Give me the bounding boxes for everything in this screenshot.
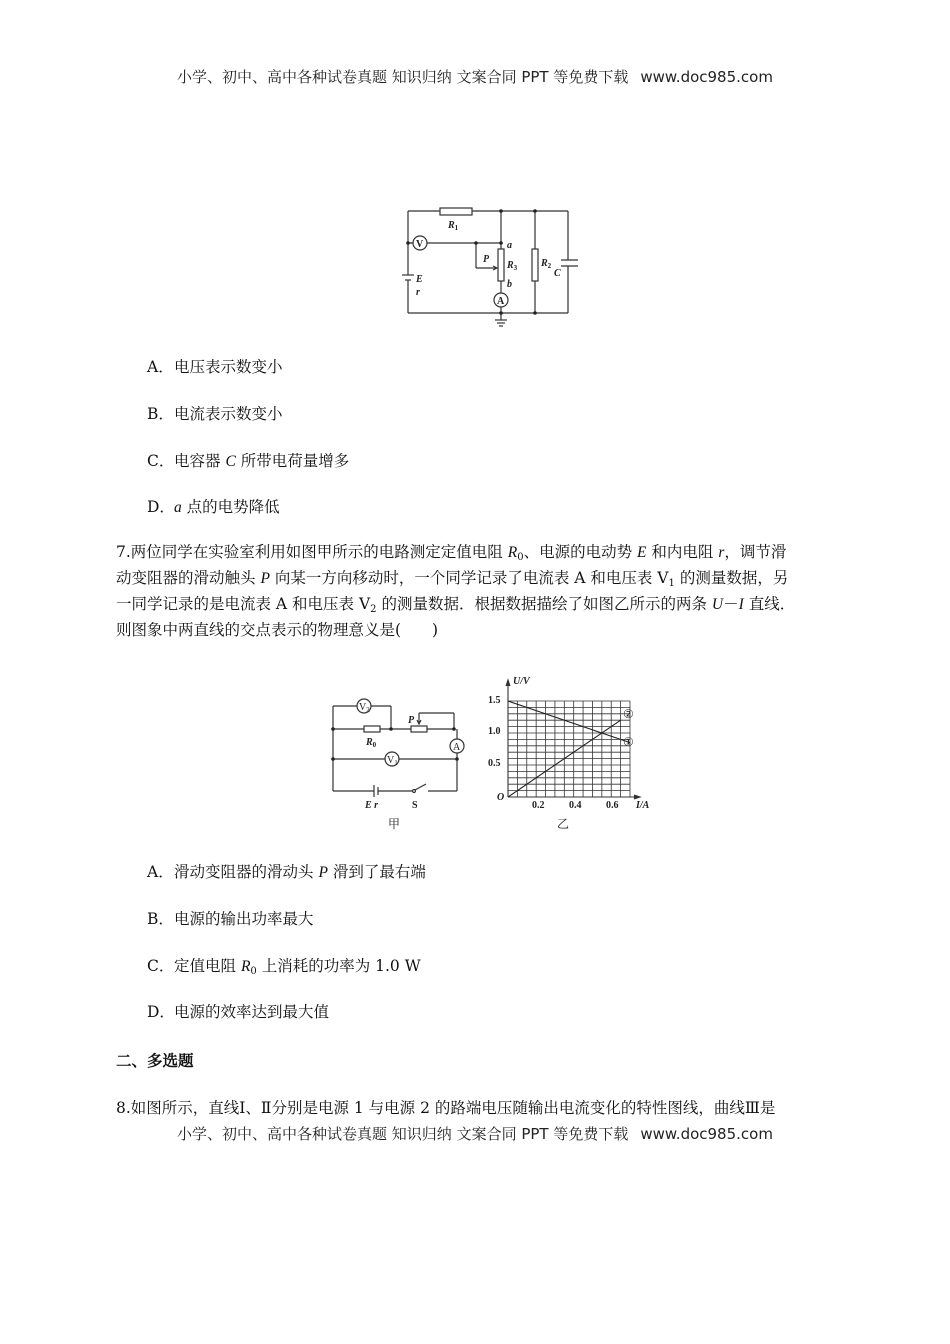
option-text: 定值电阻 — [174, 957, 241, 975]
option-var: P — [318, 864, 328, 881]
option-label: D． — [147, 1003, 175, 1021]
option-text: 电流表示数变小 — [174, 405, 283, 423]
x-tick: 0.4 — [569, 800, 582, 811]
label-r3: $R_3$ — [507, 260, 518, 272]
y-tick: 1.0 — [488, 726, 501, 737]
option-var: C — [225, 453, 236, 470]
label-s: S — [412, 800, 418, 811]
q6-option-d[interactable] — [147, 495, 280, 517]
label-v2: $V_2$ — [359, 702, 370, 714]
label-p: P — [408, 715, 415, 726]
label-e-r: E r — [365, 800, 379, 811]
q8-stem — [116, 1095, 836, 1121]
q6-option-a[interactable] — [147, 355, 283, 377]
option-label: C． — [147, 452, 175, 470]
legend-series-1: ① — [623, 735, 634, 749]
q6-option-c[interactable] — [147, 449, 349, 471]
option-text: 所带电荷量增多 — [235, 452, 350, 470]
q7-option-a[interactable] — [147, 860, 426, 882]
footer-banner — [0, 1123, 950, 1144]
option-text: 滑到了最右端 — [327, 863, 426, 881]
label-r2: $R_2$ — [541, 258, 552, 270]
footer-banner-text: 小学、初中、高中各种试卷真题 知识归纳 文案合同 PPT 等免费下载 — [177, 1125, 629, 1143]
x-axis-label: I/A — [636, 800, 650, 811]
option-text: 电容器 — [174, 452, 226, 470]
option-text: 电源的输出功率最大 — [174, 910, 314, 928]
q7-line-2: 动变阻器的滑动触头 P 向某一方向移动时，一个同学记录了电流表 A 和电压表 $V_1$ 的测量数据，另 — [116, 569, 789, 589]
label-c: C — [554, 268, 561, 279]
option-var: R — [240, 958, 251, 975]
option-text: 点的电势降低 — [181, 498, 280, 516]
header-banner — [0, 66, 950, 87]
option-label: B． — [147, 910, 174, 928]
option-var: a — [174, 499, 182, 516]
q7-line-4: 则图象中两直线的交点表示的物理意义是( ) — [116, 621, 439, 639]
y-tick: 1.5 — [488, 695, 501, 706]
label-r0: $R_0$ — [366, 737, 377, 749]
y-axis-label: U/V — [513, 676, 530, 687]
q7-stem — [116, 539, 836, 643]
ammeter-label: A — [497, 296, 505, 307]
footer-banner-url[interactable]: www.doc985.com — [640, 1125, 773, 1143]
q7-option-b[interactable] — [147, 907, 314, 929]
label-p: P — [483, 254, 490, 265]
q7-line-1: 7.两位同学在实验室利用如图甲所示的电路测定定值电阻 $R_0$、电源的电动势 E 和内电阻 r，调节滑 — [116, 543, 787, 563]
option-sub: 0 — [250, 966, 257, 977]
q8-line-1: 8.如图所示，直线Ⅰ、Ⅱ分别是电源 1 与电源 2 的路端电压随输出电流变化的特性图线，曲线Ⅲ是 — [116, 1099, 776, 1117]
ammeter-label: A — [453, 742, 461, 753]
label-r: r — [416, 287, 420, 298]
label-r1: $R_1$ — [448, 220, 459, 232]
caption-yi: 乙 — [557, 817, 570, 831]
x-tick: 0.2 — [532, 800, 545, 811]
header-banner-url[interactable]: www.doc985.com — [640, 68, 773, 86]
label-v1: $V_1$ — [387, 755, 398, 767]
circuit-diagram-jia — [320, 690, 480, 835]
option-label: A． — [147, 358, 174, 376]
header-banner-text: 小学、初中、高中各种试卷真题 知识归纳 文案合同 PPT 等免费下载 — [177, 68, 629, 86]
option-label: C． — [147, 957, 175, 975]
option-text: 上消耗的功率为 1.0 W — [256, 957, 421, 975]
y-tick: 0.5 — [488, 758, 501, 769]
option-label: B． — [147, 405, 174, 423]
q7-option-d[interactable] — [147, 1000, 329, 1022]
origin-label: O — [497, 792, 505, 803]
option-text: 电源的效率达到最大值 — [174, 1003, 330, 1021]
section-heading: 二、多选题 — [116, 1052, 194, 1070]
x-tick: 0.6 — [606, 800, 619, 811]
circuit-diagram-q6 — [400, 200, 590, 330]
option-label: D． — [147, 498, 175, 516]
q7-line-3: 一同学记录的是电流表 A 和电压表 $V_2$ 的测量数据．根据数据描绘了如图乙所示的两条 U－I 直线． — [116, 595, 796, 615]
q6-option-b[interactable] — [147, 402, 283, 424]
ui-chart-yi — [480, 670, 660, 835]
q7-option-c[interactable] — [147, 954, 421, 977]
voltmeter-label: V — [416, 239, 424, 250]
option-text: 滑动变阻器的滑动头 — [174, 863, 319, 881]
legend-series-2: ② — [623, 707, 634, 721]
label-b: b — [507, 279, 512, 290]
caption-jia: 甲 — [388, 817, 401, 831]
label-a: a — [507, 240, 512, 251]
option-label: A． — [147, 863, 174, 881]
option-text: 电压表示数变小 — [174, 358, 283, 376]
label-e: E — [416, 274, 423, 285]
